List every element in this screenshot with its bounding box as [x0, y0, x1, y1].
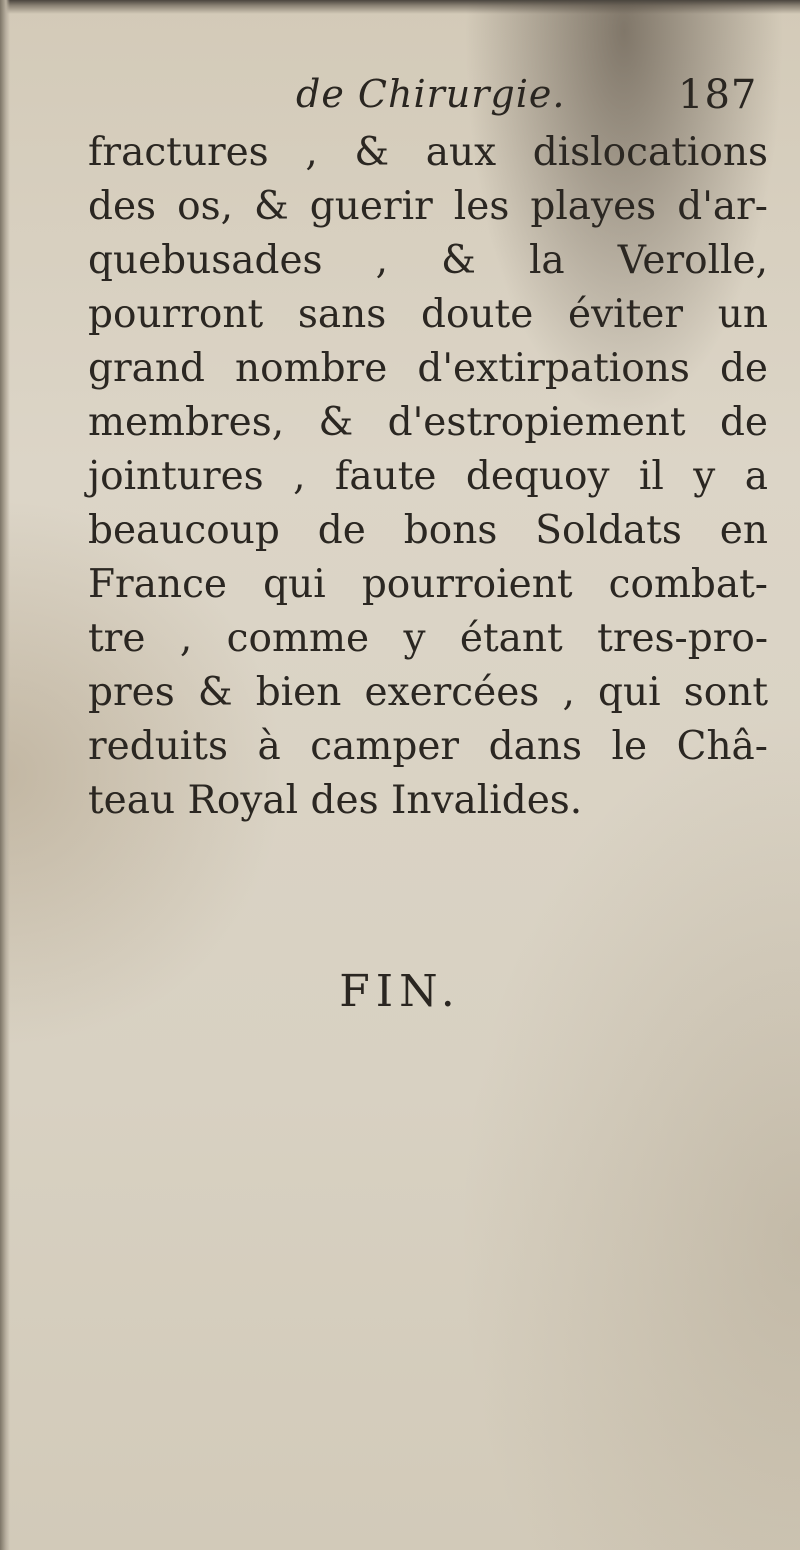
body-text: [88, 126, 768, 828]
text-line: pourront sans doute éviter un: [88, 292, 768, 337]
running-head: [0, 72, 800, 132]
page-binding-edge: [0, 0, 10, 1550]
running-title: de Chirurgie.: [296, 72, 566, 116]
text-line: pres & bien exercées , qui sont: [88, 670, 768, 715]
text-line: jointures , faute dequoy il y a: [88, 454, 768, 499]
text-line: quebusades , & la Verolle,: [88, 238, 768, 283]
text-line: fractures , & aux dislocations: [88, 130, 768, 175]
text-line: teau Royal des Invalides.: [88, 778, 583, 823]
colophon-fin: FIN.: [339, 966, 461, 1017]
text-line: tre , comme y étant tres-pro-: [88, 616, 768, 661]
text-line: membres, & d'estropiement de: [88, 400, 768, 445]
page-number: 187: [678, 72, 758, 118]
text-line: France qui pourroient combat-: [88, 562, 768, 607]
page-top-shadow: [0, 0, 800, 14]
text-line: des os, & guerir les playes d'ar-: [88, 184, 768, 229]
text-line: grand nombre d'extirpations de: [88, 346, 768, 391]
text-line: beaucoup de bons Soldats en: [88, 508, 768, 553]
text-line: reduits à camper dans le Châ-: [88, 724, 768, 769]
